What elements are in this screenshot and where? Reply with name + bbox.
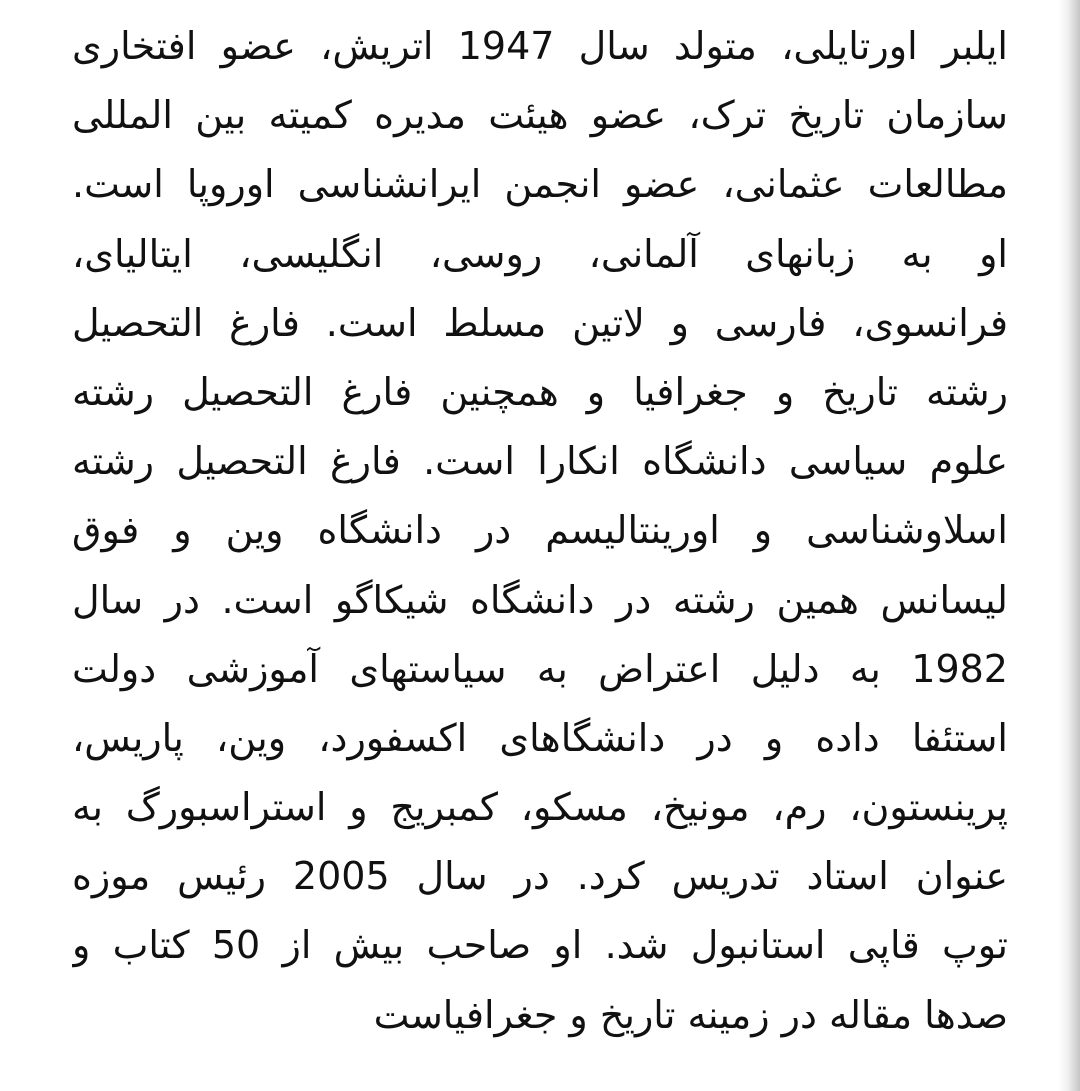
text-line: سازمان تاریخ ترک، عضو هیئت مدیره کمیته بین المللی bbox=[72, 93, 1008, 138]
text-line: اسلاوشناسی و اورینتالیسم در دانشگاه وین و فوق bbox=[72, 508, 1008, 553]
text-line: مطالعات عثمانی، عضو انجمن ایرانشناسی اوروپا است. bbox=[72, 162, 1008, 207]
text-line: لیسانس همین رشته در دانشگاه شیکاگو است. در سال bbox=[72, 577, 1008, 622]
text-line: استئفا داده و در دانشگاهای اکسفورد، وین، پاریس، bbox=[72, 715, 1008, 760]
text-line: علوم سیاسی دانشگاه انکارا است. فارغ التحصیل رشته bbox=[72, 439, 1008, 484]
text-line: رشته تاریخ و جغرافیا و همچنین فارغ التحصیل رشته bbox=[72, 369, 1008, 414]
text-line: ایلبر اورتایلی، متولد سال 1947 اتریش، عضو افتخاری bbox=[72, 24, 1008, 68]
text-line: توپ قاپی استانبول شد. او صاحب بیش از 50 کتاب و bbox=[72, 923, 1008, 968]
text-line: عنوان استاد تدریس کرد. در سال 2005 رئیس موزه bbox=[72, 854, 1008, 899]
text-line: صدها مقاله در زمینه تاریخ و جغرافیاست bbox=[373, 992, 1008, 1037]
text-line: پرینستون، رم، مونیخ، مسکو، کمبریج و استراسبورگ به bbox=[72, 785, 1008, 830]
text-line: فرانسوی، فارسی و لاتین مسلط است. فارغ التحصیل bbox=[72, 300, 1008, 345]
paragraph bbox=[72, 12, 1008, 1050]
text-line: 1982 به دلیل اعتراض به سیاستهای آموزشی دولت bbox=[72, 646, 1008, 691]
text-line: او به زبانهای آلمانی، روسی، انگلیسی، ایتالیای، bbox=[72, 231, 1008, 276]
page-edge-shadow bbox=[1058, 0, 1080, 1091]
